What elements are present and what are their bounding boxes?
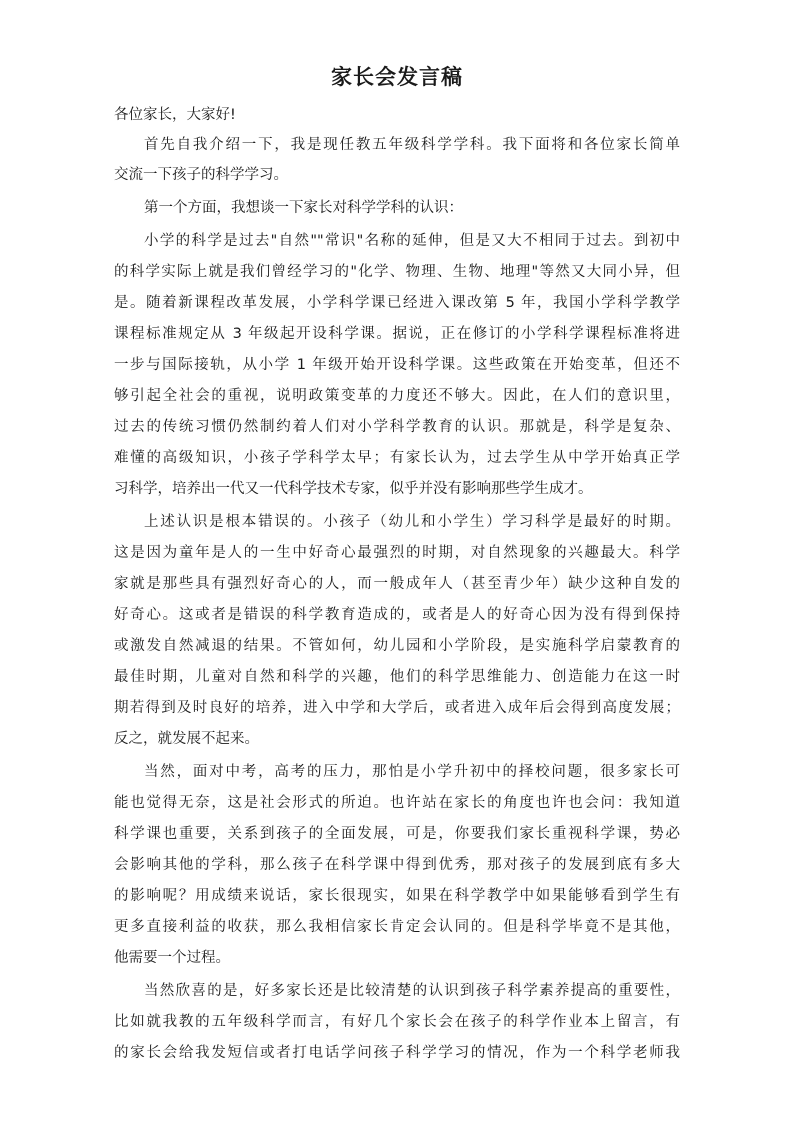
- text-line: 期若得到及时良好的培养，进入中学和大学后，或者进入成年后会得到高度发展；: [114, 700, 680, 716]
- text-line: 的影响呢？用成绩来说话，家长很现实，如果在科学教学中如果能够看到学生有: [114, 888, 680, 904]
- text-line: 反之，就发展不起来。: [114, 731, 259, 747]
- text-line: 习科学，培养出一代又一代科学技术专家，似乎并没有影响那些学生成才。: [114, 481, 593, 497]
- text-line: 当然，面对中考，高考的压力，那怕是小学升初中的择校问题，很多家长可: [144, 764, 680, 780]
- greeting-text: 各位家长，大家好!: [114, 107, 236, 123]
- text-line: 更多直接利益的收获，那么我相信家长肯定会认同的。但是科学毕竟不是其他，: [114, 919, 680, 935]
- text-line: 交流一下孩子的科学学习。: [114, 167, 288, 183]
- text-line: 的科学实际上就是我们曾经学习的"化学、物理、生物、地理"等然又大同小异，但: [114, 264, 680, 280]
- text-line: 他需要一个过程。: [114, 950, 230, 966]
- text-line: 比如就我教的五年级科学而言，有好几个家长会在孩子的科学作业本上留言，有: [114, 1014, 680, 1030]
- text-line: 难懂的高级知识，小孩子学科学太早；有家长认为，过去学生从中学开始真正学: [114, 450, 680, 466]
- text-line: 当然欣喜的是，好多家长还是比较清楚的认识到孩子科学素养提高的重要性，: [144, 983, 680, 999]
- text-line: 首先自我介绍一下，我是现任教五年级科学学科。我下面将和各位家长简单: [144, 137, 680, 153]
- text-line: 小学的科学是过去"自然""常识"名称的延伸，但是又大不相同于过去。到初中: [144, 233, 680, 249]
- text-line: 科学课也重要，关系到孩子的全面发展，可是，你要我们家长重视科学课，势必: [114, 826, 680, 842]
- text-line: 是。随着新课程改革发展，小学科学课已经进入课改第 5 年，我国小学科学教学: [114, 295, 680, 311]
- text-line: 第一个方面，我想谈一下家长对科学学科的认识：: [144, 200, 463, 216]
- text-line: 家就是那些具有强烈好奇心的人，而一般成年人（甚至青少年）缺少这种自发的: [114, 576, 680, 592]
- text-line: 上述认识是根本错误的。小孩子（幼儿和小学生）学习科学是最好的时期。: [144, 514, 680, 530]
- text-line: 这是因为童年是人的一生中好奇心最强烈的时期，对自然现象的兴趣最大。科学: [114, 545, 680, 561]
- text-line: 一步与国际接轨，从小学 1 年级开始开设科学课。这些政策在开始变革，但还不: [114, 357, 680, 373]
- text-line: 够引起全社会的重视，说明政策变革的力度还不够大。因此，在人们的意识里，: [114, 388, 680, 404]
- document-title: 家长会发言稿: [331, 64, 463, 89]
- text-line: 好奇心。这或者是错误的科学教育造成的，或者是人的好奇心因为没有得到保持: [114, 607, 680, 623]
- text-line: 最佳时期，儿童对自然和科学的兴趣，他们的科学思维能力、创造能力在这一时: [114, 669, 680, 685]
- text-line: 过去的传统习惯仍然制约着人们对小学科学教育的认识。那就是，科学是复杂、: [114, 419, 680, 435]
- text-line: 会影响其他的学科，那么孩子在科学课中得到优秀，那对孩子的发展到底有多大: [114, 857, 680, 873]
- text-line: 或激发自然减退的结果。不管如何，幼儿园和小学阶段，是实施科学启蒙教育的: [114, 638, 680, 654]
- text-line: 能也觉得无奈，这是社会形式的所迫。也许站在家长的角度也许也会问：我知道: [114, 795, 680, 811]
- text-line: 课程标准规定从 3 年级起开设科学课。据说，正在修订的小学科学课程标准将进: [114, 326, 680, 342]
- text-line: 的家长会给我发短信或者打电话学问孩子科学学习的情况，作为一个科学老师我: [114, 1045, 680, 1061]
